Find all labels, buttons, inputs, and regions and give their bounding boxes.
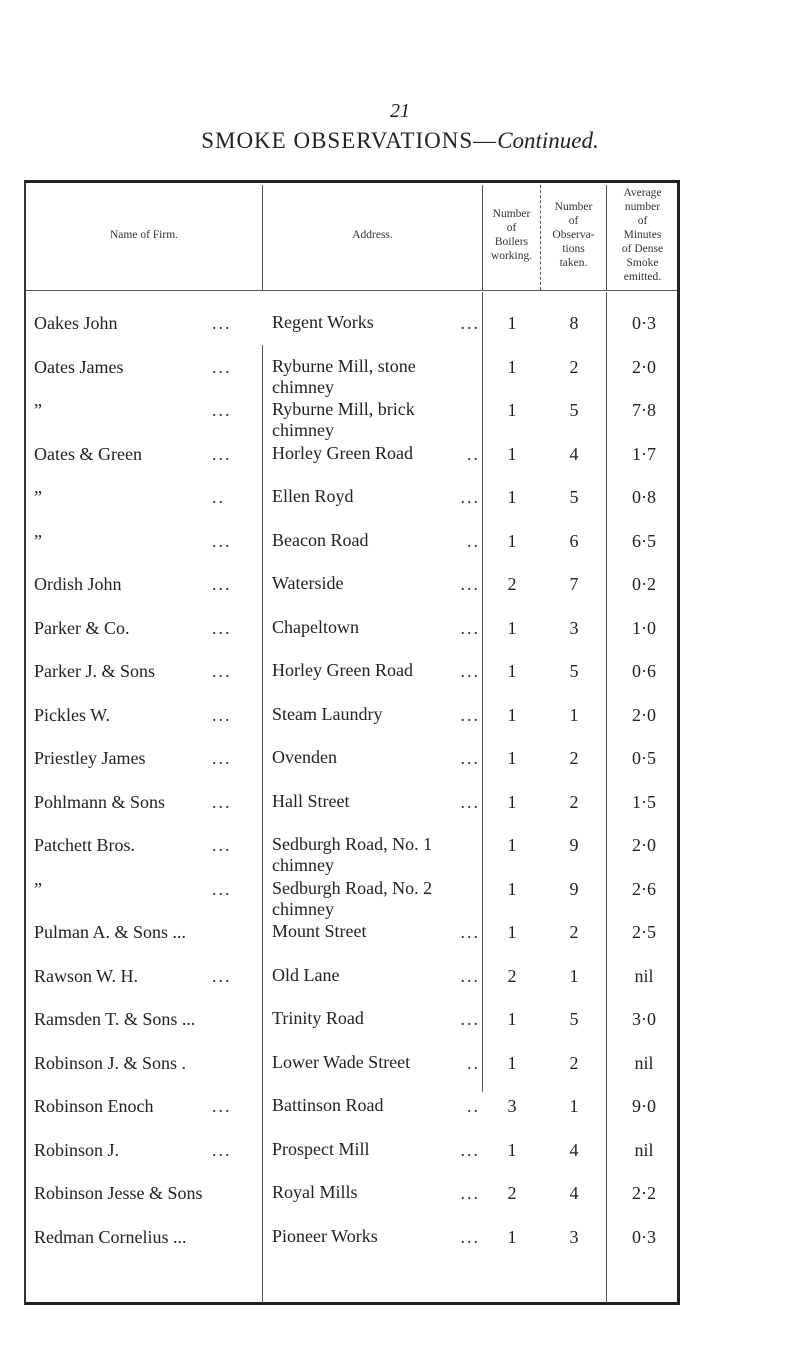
table-row [0, 965, 800, 1005]
firm-name: Parker & Co. [34, 617, 130, 638]
address-line1: Sedburgh Road, No. 1 [272, 834, 433, 854]
table-row [0, 1095, 800, 1135]
address-leader-dots: ... [460, 487, 480, 507]
address-line1: Chapeltown [272, 616, 359, 637]
average-dense-smoke: 0·3 [632, 313, 656, 333]
header-address [263, 185, 482, 285]
address-line1: Lower Wade Street [272, 1051, 411, 1072]
address-line1: Old Lane [272, 964, 340, 985]
table-row [0, 660, 800, 700]
table-row [0, 1226, 800, 1266]
address-line1: Battinson Road [272, 1095, 384, 1115]
firm-leader-dots: ... [212, 835, 232, 855]
boilers-working: 1 [507, 704, 517, 725]
header-observations [541, 185, 606, 285]
address-leader-dots: ... [460, 748, 480, 768]
table-row [0, 921, 800, 961]
firm-leader-dots: ... [212, 400, 232, 420]
table-row [0, 1008, 800, 1048]
address [272, 921, 367, 942]
address-line1: Hall Street [272, 790, 350, 811]
firm-name: ” [34, 487, 42, 507]
boilers-working: 1 [507, 1139, 517, 1160]
average-dense-smoke: 0·3 [632, 1226, 656, 1247]
firm-name: Patchett Bros. [34, 835, 135, 855]
firm-name: Pickles W. [34, 704, 111, 725]
firm-name: Pohlmann & Sons [34, 791, 166, 812]
table-row [0, 704, 800, 744]
address-line2: chimney [272, 376, 334, 397]
average-dense-smoke: 0·2 [632, 574, 656, 594]
address [272, 1052, 410, 1073]
firm-leader-dots: ... [212, 530, 232, 551]
address-line1: Pioneer Works [272, 1225, 378, 1246]
boilers-working: 2 [507, 1183, 517, 1203]
table-row [0, 617, 800, 657]
address-line1: Regent Works [272, 312, 374, 332]
address-line2: chimney [272, 420, 334, 440]
table-row [0, 1182, 800, 1222]
observations-taken: 3 [569, 617, 579, 638]
table-row [0, 747, 800, 787]
average-dense-smoke: nil [634, 965, 654, 986]
firm-name: Redman Cornelius ... [34, 1226, 187, 1247]
average-dense-smoke: 2·6 [632, 878, 656, 899]
address-line1: Ellen Royd [272, 486, 354, 506]
firm-name: Oates James [34, 356, 124, 377]
table-row [0, 878, 800, 918]
address-leader-dots: ... [460, 661, 480, 681]
average-dense-smoke: 2·5 [632, 922, 656, 942]
table-row [0, 573, 800, 613]
firm-leader-dots: .. [212, 487, 225, 507]
address-leader-dots: ... [460, 617, 480, 638]
address-leader-dots: ... [460, 1009, 480, 1029]
header-avg-line2: number [624, 201, 661, 213]
address-leader-dots: ... [460, 1226, 480, 1247]
boilers-working: 1 [507, 748, 517, 768]
average-dense-smoke: 2·2 [632, 1183, 656, 1203]
observations-taken: 4 [569, 443, 579, 464]
observations-taken: 7 [569, 574, 579, 594]
average-dense-smoke: 7·8 [632, 400, 656, 420]
firm-name: Robinson Enoch [34, 1096, 154, 1116]
address [272, 530, 368, 551]
firm-name: Robinson J. [34, 1139, 120, 1160]
observations-taken: 2 [569, 356, 579, 377]
boilers-working: 1 [507, 313, 517, 333]
address-leader-dots: ... [460, 965, 480, 986]
boilers-working: 1 [507, 1009, 517, 1029]
boilers-working: 1 [507, 617, 517, 638]
observations-taken: 8 [569, 313, 579, 333]
header-boilers [483, 185, 540, 285]
boilers-working: 1 [507, 443, 517, 464]
address-line1: Waterside [272, 573, 344, 593]
address [272, 747, 337, 768]
boilers-working: 1 [507, 356, 517, 377]
address-leader-dots: .. [467, 443, 480, 464]
firm-name: Pulman A. & Sons ... [34, 922, 187, 942]
observations-taken: 2 [569, 791, 579, 812]
firm-leader-dots: ... [212, 1139, 232, 1160]
address [272, 399, 415, 441]
firm-leader-dots: ... [212, 661, 232, 681]
boilers-working: 1 [507, 878, 517, 899]
firm-name: Robinson Jesse & Sons [34, 1183, 203, 1203]
boilers-working: 2 [507, 965, 517, 986]
observations-taken: 6 [569, 530, 579, 551]
average-dense-smoke: 1·7 [632, 443, 656, 464]
boilers-working: 3 [507, 1096, 517, 1116]
header-firm [26, 185, 262, 285]
firm-leader-dots: ... [212, 748, 232, 768]
boilers-working: 1 [507, 487, 517, 507]
observations-taken: 5 [569, 487, 579, 507]
address [272, 1226, 378, 1247]
address-leader-dots: ... [460, 791, 480, 812]
firm-name: ” [34, 400, 42, 420]
address-line1: Beacon Road [272, 529, 369, 550]
address [272, 834, 432, 876]
boilers-working: 1 [507, 791, 517, 812]
boilers-working: 2 [507, 574, 517, 594]
observations-taken: 2 [569, 748, 579, 768]
table-row [0, 530, 800, 570]
average-dense-smoke: 3·0 [632, 1009, 656, 1029]
header-obs-line3: Observa- [552, 229, 595, 241]
firm-leader-dots: ... [212, 1096, 232, 1116]
table-row [0, 312, 800, 352]
firm-name: Ramsden T. & Sons ... [34, 1009, 196, 1029]
address-line1: Horley Green Road [272, 442, 413, 463]
average-dense-smoke: nil [634, 1139, 654, 1160]
firm-leader-dots: ... [212, 617, 232, 638]
address-leader-dots: ... [460, 1183, 480, 1203]
header-avg-line1: Average [623, 187, 662, 199]
address-line1: Royal Mills [272, 1182, 358, 1202]
header-bottom-rule [26, 290, 677, 291]
header-average [607, 185, 678, 285]
firm-leader-dots: ... [212, 965, 232, 986]
boilers-working: 1 [507, 922, 517, 942]
address-line1: Steam Laundry [272, 703, 383, 724]
firm-leader-dots: ... [212, 443, 232, 464]
address-line1: Ovenden [272, 747, 337, 767]
address [272, 1095, 384, 1116]
address-line1: Sedburgh Road, No. 2 [272, 877, 433, 898]
average-dense-smoke: 0·6 [632, 661, 656, 681]
average-dense-smoke: nil [634, 1052, 654, 1073]
header-obs-line1: Number [554, 201, 593, 213]
address-line2: chimney [272, 855, 334, 875]
firm-name: Oates & Green [34, 443, 142, 464]
firm-name: Oakes John [34, 313, 118, 333]
address-leader-dots: .. [467, 530, 480, 551]
firm-name: ” [34, 878, 42, 899]
address [272, 617, 359, 638]
boilers-working: 1 [507, 661, 517, 681]
address [272, 1182, 358, 1203]
address [272, 965, 339, 986]
average-dense-smoke: 2·0 [632, 704, 656, 725]
table-row [0, 834, 800, 874]
address-line1: Ryburne Mill, brick [272, 399, 415, 419]
firm-name: ” [34, 530, 42, 551]
address [272, 356, 416, 398]
address [272, 312, 374, 333]
observations-taken: 2 [569, 922, 579, 942]
average-dense-smoke: 1·5 [632, 791, 656, 812]
observations-taken: 2 [569, 1052, 579, 1073]
observations-taken: 5 [569, 661, 579, 681]
firm-name: Parker J. & Sons [34, 661, 155, 681]
page-number: 21 [390, 100, 410, 122]
average-dense-smoke: 2·0 [632, 356, 656, 377]
address-leader-dots: ... [460, 1139, 480, 1160]
title-main: SMOKE OBSERVATIONS— [201, 128, 498, 153]
address-leader-dots: ... [460, 922, 480, 942]
table-row [0, 443, 800, 483]
observations-taken: 5 [569, 1009, 579, 1029]
address [272, 573, 344, 594]
boilers-working: 1 [507, 1052, 517, 1073]
firm-leader-dots: ... [212, 574, 232, 594]
address [272, 443, 413, 464]
header-address-label: Address. [352, 229, 393, 241]
address [272, 1139, 370, 1160]
address-leader-dots: ... [460, 574, 480, 594]
boilers-working: 1 [507, 1226, 517, 1247]
header-avg-line6: Smoke [626, 257, 659, 269]
average-dense-smoke: 0·5 [632, 748, 656, 768]
address [272, 791, 349, 812]
firm-leader-dots: ... [212, 878, 232, 899]
table-row [0, 356, 800, 396]
address [272, 704, 382, 725]
address [272, 660, 413, 681]
title-continued: Continued. [497, 128, 599, 153]
header-avg-line7: emitted. [623, 271, 662, 283]
header-boilers-line3: Boilers [494, 236, 529, 248]
header-boilers-line4: working. [490, 250, 533, 262]
firm-leader-dots: ... [212, 704, 232, 725]
header-avg-line5: of Dense [621, 243, 664, 255]
observations-taken: 4 [569, 1139, 579, 1160]
table-row [0, 1139, 800, 1179]
boilers-working: 1 [507, 400, 517, 420]
header-boilers-line1: Number [492, 208, 531, 220]
address-line1: Prospect Mill [272, 1138, 370, 1159]
observations-taken: 1 [569, 704, 579, 725]
header-avg-line3: of [637, 215, 648, 227]
address-leader-dots: .. [467, 1052, 480, 1073]
address [272, 878, 432, 920]
firm-name: Robinson J. & Sons . [34, 1052, 187, 1073]
address-line1: Horley Green Road [272, 660, 413, 680]
average-dense-smoke: 6·5 [632, 530, 656, 551]
address-line2: chimney [272, 898, 334, 919]
table-row [0, 791, 800, 831]
firm-leader-dots: ... [212, 313, 232, 333]
table-row [0, 399, 800, 439]
address-line1: Trinity Road [272, 1008, 364, 1028]
firm-leader-dots: ... [212, 791, 232, 812]
page-title [0, 128, 800, 154]
observations-taken: 1 [569, 965, 579, 986]
observations-taken: 9 [569, 835, 579, 855]
address-line1: Ryburne Mill, stone [272, 355, 416, 376]
observations-taken: 4 [569, 1183, 579, 1203]
header-obs-line4: tions [562, 243, 585, 255]
address-leader-dots: .. [467, 1096, 480, 1116]
address [272, 486, 354, 507]
table-row [0, 1052, 800, 1092]
boilers-working: 1 [507, 530, 517, 551]
observations-taken: 9 [569, 878, 579, 899]
firm-leader-dots: ... [212, 356, 232, 377]
header-obs-line5: taken. [559, 257, 588, 269]
address-leader-dots: ... [460, 313, 480, 333]
average-dense-smoke: 2·0 [632, 835, 656, 855]
address-line1: Mount Street [272, 921, 367, 941]
average-dense-smoke: 1·0 [632, 617, 656, 638]
observations-taken: 1 [569, 1096, 579, 1116]
address-leader-dots: ... [460, 704, 480, 725]
header-boilers-line2: of [506, 222, 517, 234]
table-row [0, 486, 800, 526]
header-avg-line4: Minutes [623, 229, 662, 241]
boilers-working: 1 [507, 835, 517, 855]
average-dense-smoke: 9·0 [632, 1096, 656, 1116]
firm-name: Rawson W. H. [34, 965, 139, 986]
address [272, 1008, 364, 1029]
observations-taken: 3 [569, 1226, 579, 1247]
header-firm-label: Name of Firm. [109, 229, 179, 241]
average-dense-smoke: 0·8 [632, 487, 656, 507]
header-obs-line2: of [568, 215, 579, 227]
firm-name: Priestley James [34, 748, 146, 768]
firm-name: Ordish John [34, 574, 122, 594]
observations-taken: 5 [569, 400, 579, 420]
